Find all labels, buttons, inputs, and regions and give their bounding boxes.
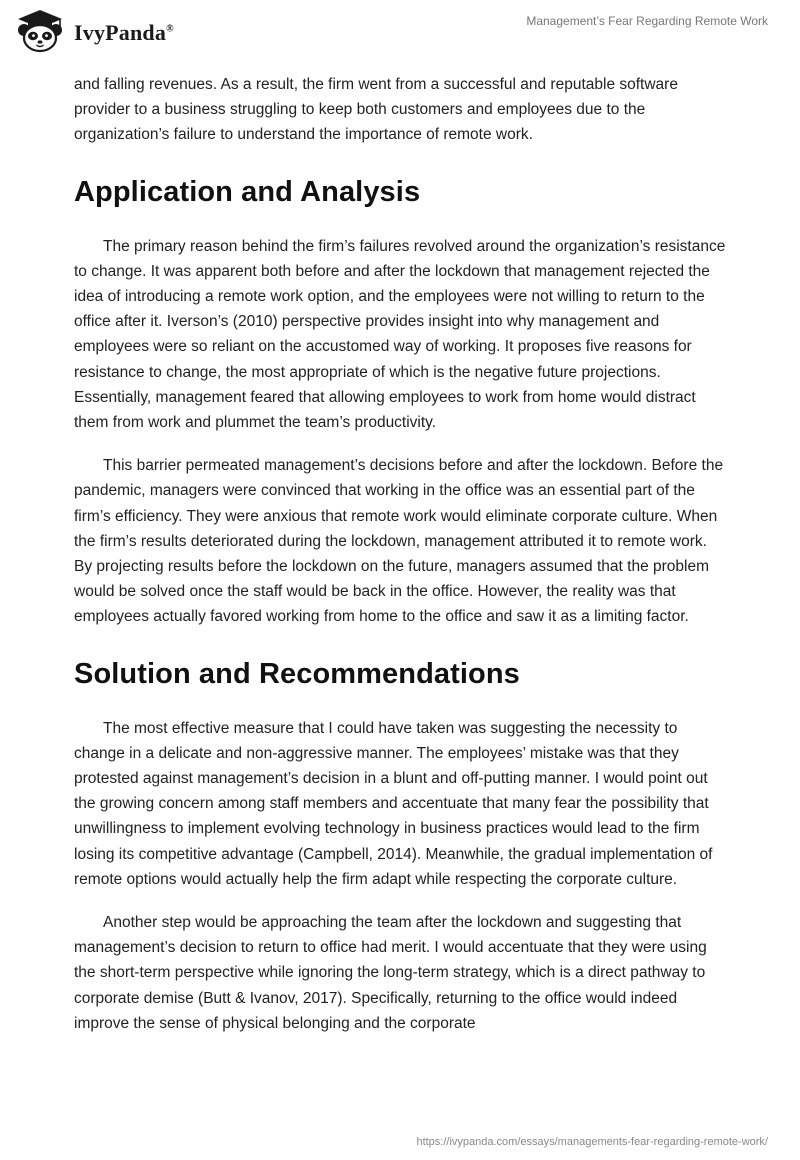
document-title: Management’s Fear Regarding Remote Work: [526, 14, 768, 28]
page-header: [0, 0, 800, 64]
section-heading-application: Application and Analysis: [74, 175, 421, 208]
essay-body: [74, 72, 726, 1054]
section-heading-solution: Solution and Recommendations: [74, 657, 520, 690]
brand-logo[interactable]: [14, 8, 174, 54]
paragraph: The most effective measure that I could have taken was suggesting the necessity to change in a delicate and non-aggressive manner. The employees’ mistake was that they protested against management’s decision in a blunt and off-putting manner. I would point out the growing concern among staff members and accentuate that many fear the possibility that unwillingness to implement evolving technology in business practices would lead to the firm losing its competitive advantage (Campbell, 2014). Meanwhile, the gradual implementation of remote options would actually help the firm adapt while respecting the corporate culture.: [74, 719, 713, 888]
paragraph: The primary reason behind the firm’s failures revolved around the organization’s resistance to change. It was apparent both before and after the lockdown that management rejected the idea of introducing a remote work option, and the employees were not willing to return to the office after it. Iverson’s (2010) perspective provides insight into why management and employees were so reliant on the accustomed way of working. It proposes five reasons for resistance to change, the most appropriate of which is the negative future projections. Essentially, management feared that allowing employees to work from home would distract them from work and plummet the team’s productivity.: [74, 237, 726, 432]
paragraph: This barrier permeated management’s decisions before and after the lockdown. Before the pandemic, managers were convinced that working in the office was an essential part of the firm’s efficiency. They were anxious that remote work would eliminate corporate culture. When the firm’s results deteriorated during the lockdown, management attributed it to remote work. By projecting results before the lockdown on the future, managers assumed that the problem would be solved once the staff would be back in the office. However, the reality was that employees actually favored working from home to the office and saw it as a limiting factor.: [74, 457, 724, 626]
paragraph: Another step would be approaching the team after the lockdown and suggesting that management’s decision to return to office had merit. I would accentuate that they were using the short-term perspective while ignoring the long-term strategy, which is a direct pathway to corporate demise (Butt & Ivanov, 2017). Specifically, returning to the office would indeed improve the sense of physical belonging and the corporate: [74, 914, 707, 1032]
brand-name: IvyPanda®: [74, 20, 174, 45]
intro-paragraph: and falling revenues. As a result, the firm went from a successful and reputable software provider to a business struggling to keep both customers and employees due to the organization’s failure to understand the importance of remote work.: [74, 76, 678, 144]
source-url-link[interactable]: https://ivypanda.com/essays/managements-fear-regarding-remote-work/: [416, 1136, 768, 1148]
panda-graduate-icon: [14, 8, 66, 54]
